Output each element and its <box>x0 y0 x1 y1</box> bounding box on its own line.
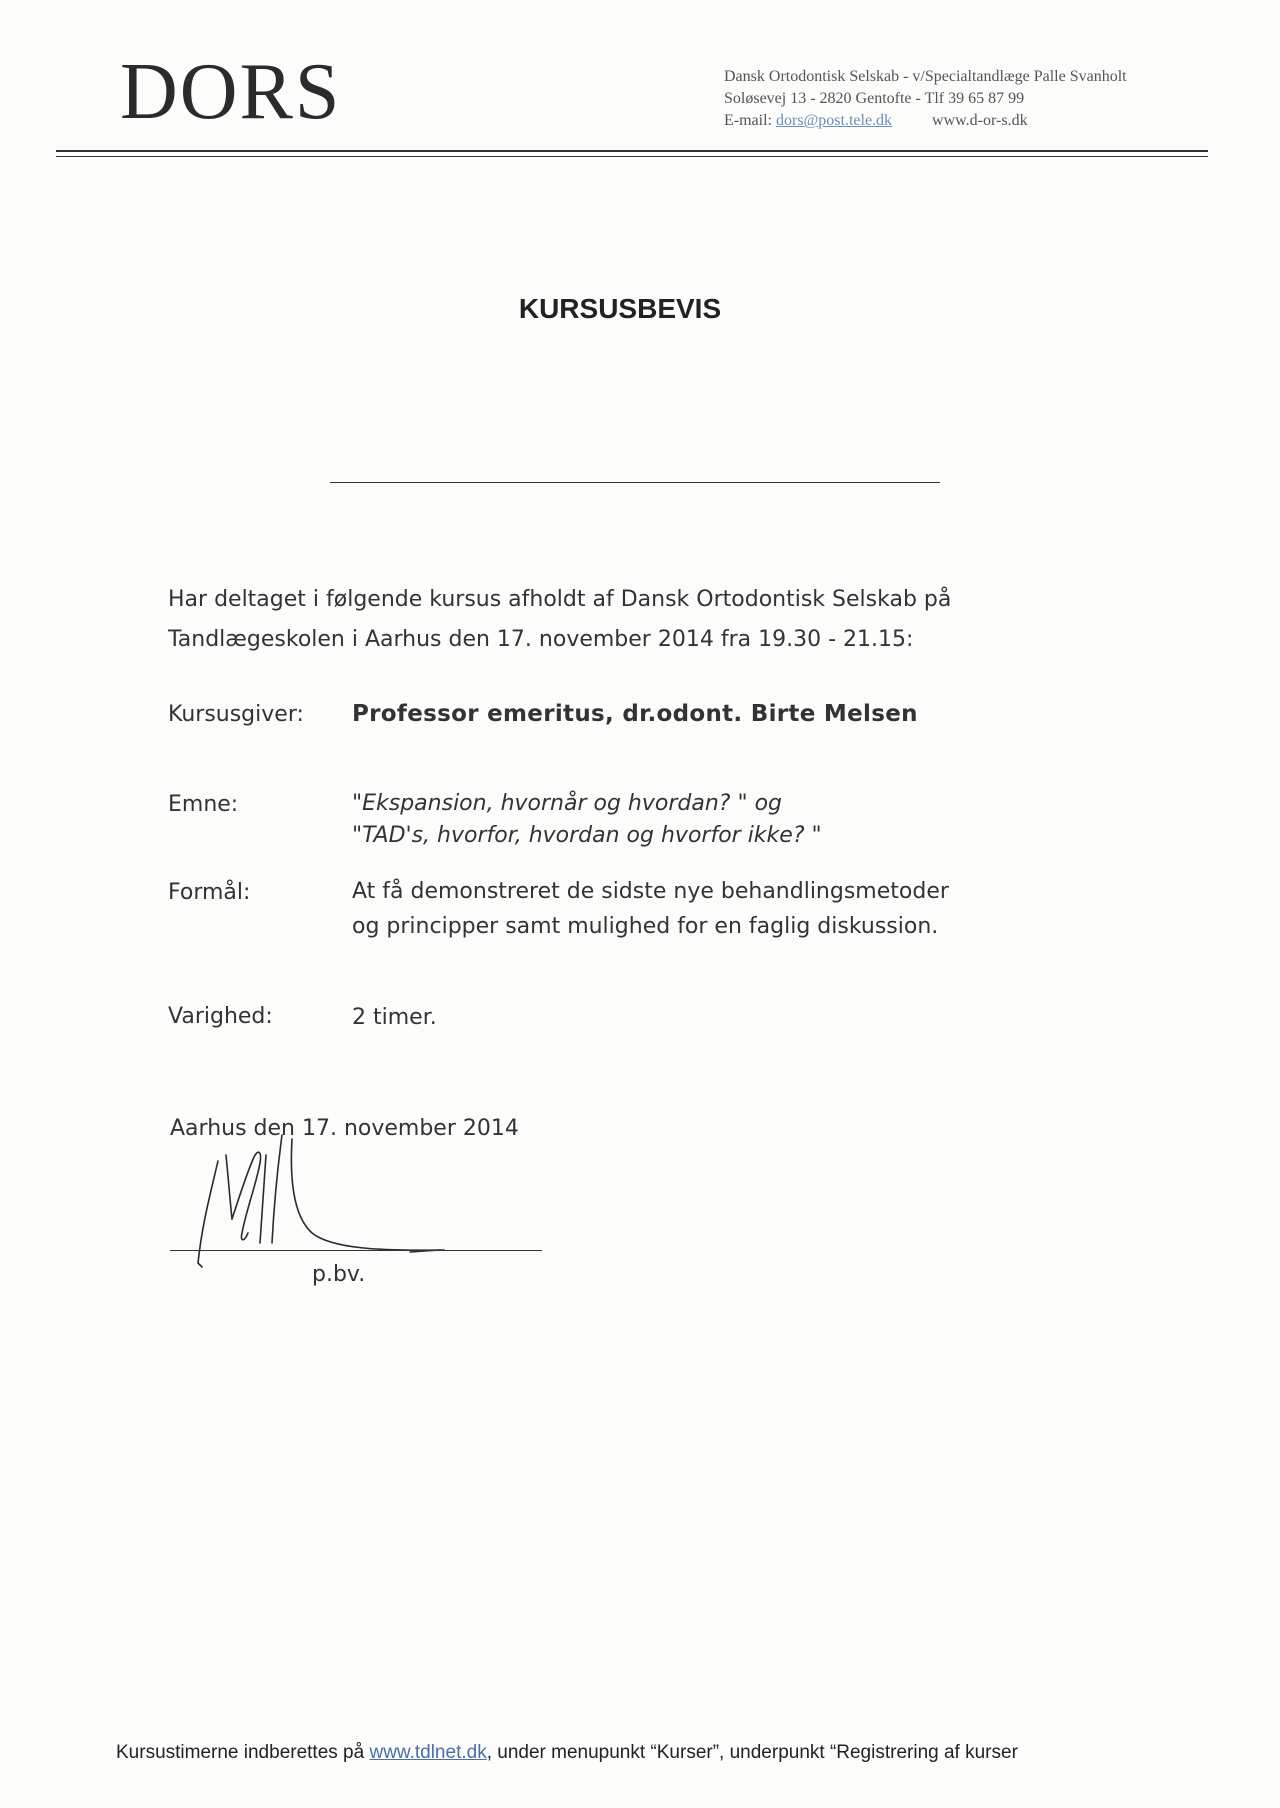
handwritten-signature <box>182 1115 502 1275</box>
tdlnet-link[interactable]: www.tdlnet.dk <box>369 1742 487 1763</box>
header-rule-thin <box>56 156 1208 157</box>
website-text: www.d-or-s.dk <box>932 112 1028 129</box>
name-line <box>330 482 940 483</box>
varighed-label: Varighed: <box>168 1004 273 1029</box>
email-label: E-mail: <box>724 112 772 129</box>
intro-line-2: Tandlægeskolen i Aarhus den 17. november 2014 fra 19.30 - 21.15: <box>168 627 914 652</box>
emne-line-2: "TAD's, hvorfor, hvordan og hvorfor ikke? " <box>352 823 822 848</box>
letterhead-line-2: Soløsevej 13 - 2820 Gentofte - Tlf 39 65 87 99 <box>724 90 1025 107</box>
intro-paragraph <box>168 580 1068 660</box>
varighed-value: 2 timer. <box>352 1005 437 1030</box>
footer-text-before: Kursustimerne indberettes på <box>116 1742 365 1763</box>
formal-line-1: At få demonstreret de sidste nye behandlingsmetoder <box>352 879 949 904</box>
dors-logo: DORS <box>120 48 342 136</box>
emne-line-1: "Ekspansion, hvornår og hvordan? " og <box>352 791 782 816</box>
formal-line-2: og principper samt mulighed for en faglig diskussion. <box>352 914 939 939</box>
email-group <box>724 110 892 132</box>
intro-line-1: Har deltaget i følgende kursus afholdt af Dansk Ortodontisk Selskab på <box>168 587 952 612</box>
footer-text-after: , under menupunkt “Kurser”, underpunkt “Registrering af kurser <box>486 1742 1018 1763</box>
formal-value <box>352 874 949 944</box>
signature-line <box>170 1250 542 1251</box>
letterhead-line-3 <box>724 110 1127 132</box>
emne-label: Emne: <box>168 792 239 817</box>
signature-date: Aarhus den 17. november 2014 <box>170 1116 519 1141</box>
letterhead-contact <box>724 66 1127 132</box>
letterhead-line-1: Dansk Ortodontisk Selskab - v/Specialtandlæge Palle Svanholt <box>724 68 1127 85</box>
footer-note <box>116 1742 1018 1764</box>
document-title: KURSUSBEVIS <box>518 293 722 324</box>
formal-label: Formål: <box>168 880 251 905</box>
email-link[interactable]: dors@post.tele.dk <box>775 112 893 129</box>
emne-value <box>352 788 822 852</box>
signature-suffix: p.bv. <box>312 1262 366 1287</box>
header-rule-thick <box>56 150 1208 152</box>
kursusgiver-value: Professor emeritus, dr.odont. Birte Melsen <box>352 701 918 727</box>
kursusgiver-label: Kursusgiver: <box>168 702 304 727</box>
